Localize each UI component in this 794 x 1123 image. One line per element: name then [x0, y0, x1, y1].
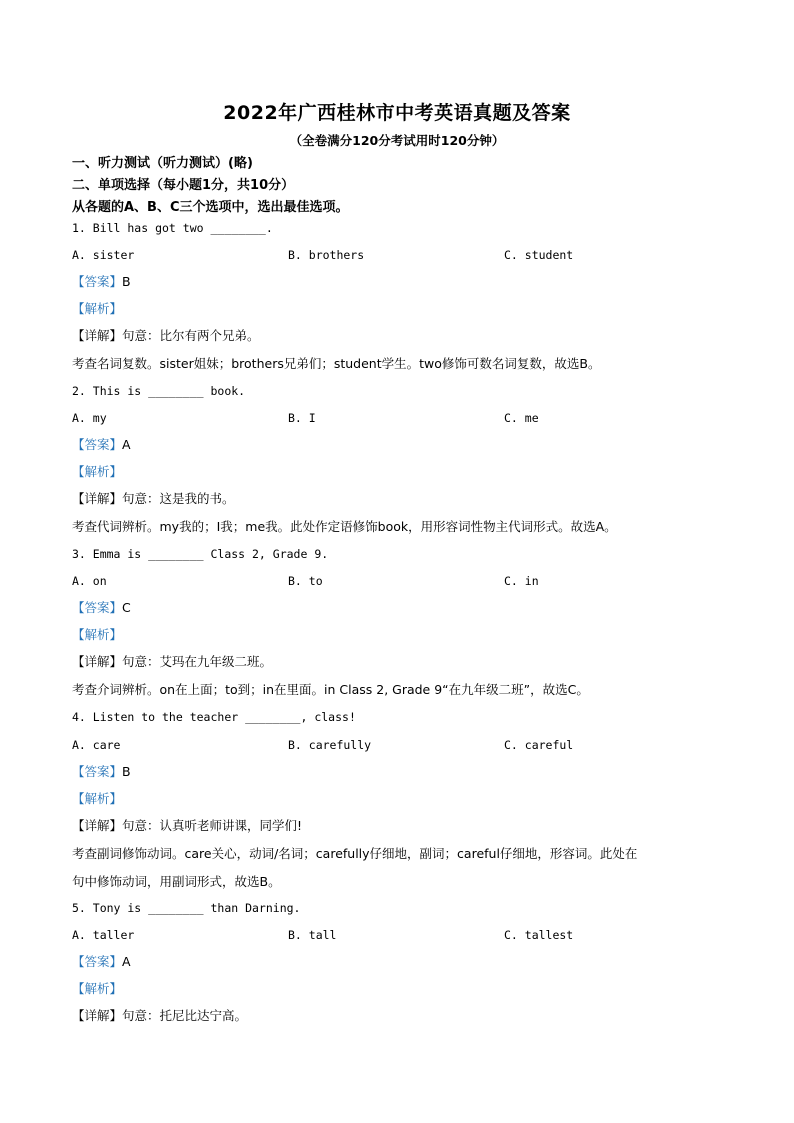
- answer-line: [72, 762, 131, 780]
- detail-text: 句意：认真听老师讲课，同学们!: [122, 818, 303, 833]
- section-heading-single-choice: 二、单项选择（每小题1分，共10分）: [72, 178, 295, 193]
- detail-line: [72, 652, 272, 670]
- page-subtitle: （全卷满分120分考试用时120分钟）: [289, 133, 505, 148]
- option-a: A. on: [72, 574, 107, 588]
- detail-line: [72, 1006, 247, 1024]
- explanation-line: 考查副词修饰动词。care关心，动词/名词；carefully仔细地，副词；careful仔细地，形容词。此处在: [72, 846, 638, 861]
- answer-value: B: [122, 274, 131, 289]
- option-c: C. in: [504, 574, 539, 588]
- answer-line: [72, 435, 131, 453]
- option-c: C. student: [504, 248, 574, 262]
- analysis-tag: 【解析】: [72, 464, 123, 479]
- option-b: B. carefully: [288, 738, 372, 752]
- detail-line: [72, 326, 260, 344]
- analysis-tag: 【解析】: [72, 981, 123, 996]
- section-heading-listening: 一、听力测试（听力测试）(略): [72, 156, 253, 171]
- analysis-tag: 【解析】: [72, 627, 123, 642]
- answer-tag: 【答案】: [72, 764, 123, 779]
- answer-tag: 【答案】: [72, 437, 123, 452]
- question-stem: 1. Bill has got two ________.: [72, 221, 273, 235]
- detail-text: 句意：比尔有两个兄弟。: [122, 328, 260, 343]
- explanation-line: 考查介词辨析。on在上面；to到；in在里面。in Class 2, Grade 9“在九年级二班”，故选C。: [72, 682, 589, 697]
- question-stem: 3. Emma is ________ Class 2, Grade 9.: [72, 547, 329, 561]
- question-stem: 5. Tony is ________ than Darning.: [72, 901, 301, 915]
- page-title: 2022年广西桂林市中考英语真题及答案: [223, 102, 571, 124]
- answer-line: [72, 272, 131, 290]
- detail-tag: 【详解】: [72, 491, 123, 506]
- option-b: B. to: [288, 574, 323, 588]
- detail-text: 句意：这是我的书。: [122, 491, 235, 506]
- option-a: A. care: [72, 738, 121, 752]
- explanation-line: 句中修饰动词，用副词形式，故选B。: [72, 874, 281, 889]
- option-a: A. my: [72, 411, 107, 425]
- explanation-line: 考查代词辨析。my我的；I我；me我。此处作定语修饰book，用形容词性物主代词形式。故选A。: [72, 519, 617, 534]
- option-c: C. me: [504, 411, 539, 425]
- option-b: B. brothers: [288, 248, 365, 262]
- question-stem: 2. This is ________ book.: [72, 384, 246, 398]
- answer-value: A: [122, 437, 131, 452]
- detail-text: 句意：艾玛在九年级二班。: [122, 654, 273, 669]
- answer-line: [72, 598, 131, 616]
- answer-value: C: [122, 600, 131, 615]
- answer-line: [72, 952, 131, 970]
- detail-tag: 【详解】: [72, 1008, 123, 1023]
- answer-value: B: [122, 764, 131, 779]
- detail-tag: 【详解】: [72, 654, 123, 669]
- detail-line: [72, 816, 302, 834]
- option-c: C. careful: [504, 738, 574, 752]
- option-c: C. tallest: [504, 928, 574, 942]
- answer-tag: 【答案】: [72, 274, 123, 289]
- detail-tag: 【详解】: [72, 328, 123, 343]
- option-b: B. I: [288, 411, 316, 425]
- answer-tag: 【答案】: [72, 954, 123, 969]
- detail-tag: 【详解】: [72, 818, 123, 833]
- option-b: B. tall: [288, 928, 337, 942]
- analysis-tag: 【解析】: [72, 791, 123, 806]
- option-a: A. taller: [72, 928, 135, 942]
- explanation-line: 考查名词复数。sister姐妹；brothers兄弟们；student学生。two修饰可数名词复数，故选B。: [72, 356, 601, 371]
- detail-text: 句意：托尼比达宁高。: [122, 1008, 248, 1023]
- option-a: A. sister: [72, 248, 135, 262]
- section-instruction: 从各题的A、B、C三个选项中，选出最佳选项。: [72, 200, 349, 215]
- question-stem: 4. Listen to the teacher ________, class!: [72, 710, 356, 724]
- analysis-tag: 【解析】: [72, 301, 123, 316]
- answer-value: A: [122, 954, 131, 969]
- detail-line: [72, 489, 235, 507]
- answer-tag: 【答案】: [72, 600, 123, 615]
